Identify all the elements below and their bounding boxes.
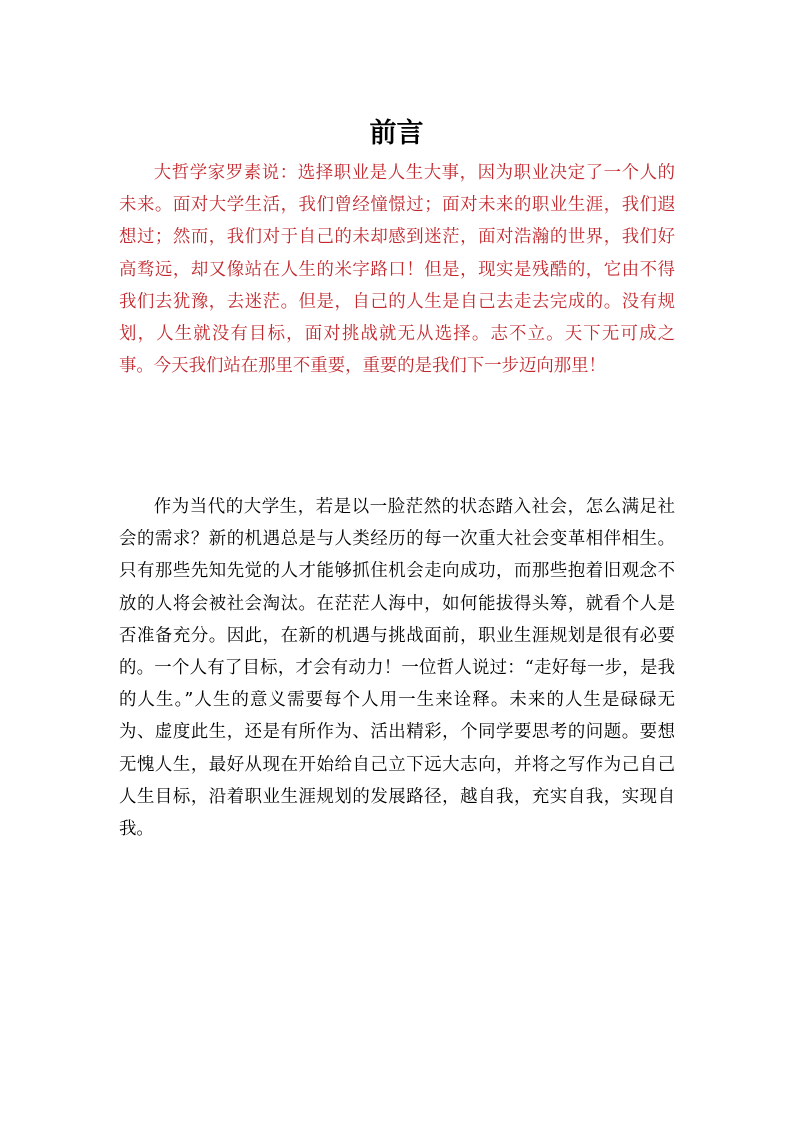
body-paragraph: 作为当代的大学生，若是以一脸茫然的状态踏入社会，怎么满足社会的需求？新的机遇总是与人类经历的每一次重大社会变革相伴相生。只有那些先知先觉的人才能够抓住机会走向成功，而那些抱着旧观念不放的人将会被社会淘汰。在茫茫人海中，如何能拔得头筹，就看个人是否准备充分。因此，在新的机遇与挑战面前，职业生涯规划是很有必要的。一个人有了目标，才会有动力！一位哲人说过：“走好每一步，是我的人生。”人生的意义需要每个人用一生来诠释。未来的人生是碌碌无为、虚度此生，还是有所作为、活出精彩，个同学要思考的问题。要想无愧人生，最好从现在开始给自己立下远大志向，并将之写作为己自己人生目标，沿着职业生涯规划的发展路径，越自我，充实自我，实现自我。 xyxy=(119,497,675,840)
intro-paragraph: 大哲学家罗素说：选择职业是人生大事，因为职业决定了一个人的未来。面对大学生活，我们曾经憧憬过；面对未来的职业生涯，我们遐想过；然而，我们对于自己的未却感到迷茫，面对浩瀚的世界，我们好高骛远，却又像站在人生的米字路口！但是，现实是残酷的，它由不得我们去犹豫，去迷茫。但是，自己的人生是自己去走去完成的。没有规划，人生就没有目标，面对挑战就无从选择。志不立。天下无可成之事。今天我们站在那里不重要，重要的是我们下一步迈向那里！ xyxy=(119,163,675,377)
page-title: 前言 xyxy=(369,118,424,150)
